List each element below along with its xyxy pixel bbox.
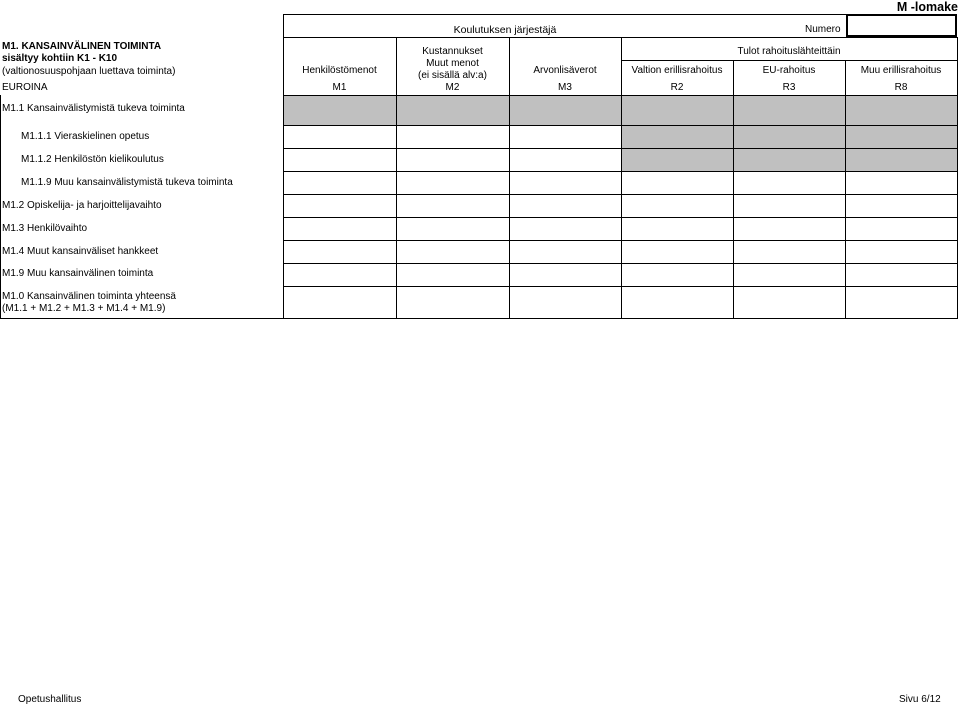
code-m1: M1 — [332, 82, 347, 93]
input-cell[interactable] — [284, 241, 396, 263]
input-cell[interactable] — [510, 218, 621, 240]
section-title: M1. KANSAINVÄLINEN TOIMINTA — [2, 41, 162, 52]
section-note: (valtionosuuspohjaan luettava toiminta) — [2, 66, 176, 77]
input-cell[interactable] — [846, 195, 957, 217]
col-eu: EU-rahoitus — [762, 65, 816, 76]
input-cell[interactable] — [846, 172, 957, 194]
input-cell[interactable] — [284, 218, 396, 240]
col-line — [957, 37, 958, 318]
disabled-cell — [284, 96, 396, 125]
input-cell[interactable] — [397, 241, 509, 263]
input-cell[interactable] — [734, 172, 845, 194]
col-other-1: Muut menot — [426, 58, 479, 69]
row-label: M1.1 Kansainvälistymistä tukeva toiminta — [2, 103, 185, 114]
disabled-cell — [734, 149, 845, 171]
left-border — [0, 95, 1, 318]
input-cell[interactable] — [734, 195, 845, 217]
input-cell[interactable] — [510, 126, 621, 148]
row-label: M1.1.2 Henkilöstön kielikoulutus — [21, 154, 164, 165]
code-m2: M2 — [445, 82, 460, 93]
disabled-cell — [622, 149, 733, 171]
input-cell[interactable] — [510, 195, 621, 217]
organizer-label: Koulutuksen järjestäjä — [453, 24, 557, 36]
input-cell[interactable] — [510, 149, 621, 171]
code-r2: R2 — [670, 82, 684, 93]
input-cell[interactable] — [397, 126, 509, 148]
input-cell[interactable] — [734, 264, 845, 286]
input-cell[interactable] — [622, 172, 733, 194]
input-cell[interactable] — [846, 264, 957, 286]
header-top-border — [283, 14, 846, 15]
row-label: M1.1.1 Vieraskielinen opetus — [21, 131, 150, 142]
disabled-cell — [622, 96, 733, 125]
input-cell[interactable] — [397, 264, 509, 286]
col-state: Valtion erillisrahoitus — [631, 65, 723, 76]
col-misc: Muu erillisrahoitus — [860, 65, 942, 76]
col-staff: Henkilöstömenot — [302, 65, 377, 76]
header-separator — [283, 37, 957, 38]
row-label: M1.2 Opiskelija- ja harjoittelijavaihto — [2, 200, 162, 211]
disabled-cell — [397, 96, 509, 125]
input-cell[interactable] — [622, 241, 733, 263]
input-cell[interactable] — [397, 172, 509, 194]
input-cell[interactable] — [510, 172, 621, 194]
input-cell[interactable] — [734, 218, 845, 240]
input-cell[interactable] — [397, 287, 509, 318]
input-cell[interactable] — [284, 195, 396, 217]
input-cell[interactable] — [734, 241, 845, 263]
code-r3: R3 — [782, 82, 796, 93]
disabled-cell — [510, 96, 621, 125]
input-cell[interactable] — [846, 241, 957, 263]
input-cell[interactable] — [284, 126, 396, 148]
disabled-cell — [622, 126, 733, 148]
col-costs-group: Kustannukset — [422, 46, 483, 57]
row-label: M1.9 Muu kansainvälinen toiminta — [2, 268, 154, 279]
row-label: M1.3 Henkilövaihto — [2, 223, 88, 234]
input-cell[interactable] — [846, 218, 957, 240]
input-cell[interactable] — [622, 218, 733, 240]
input-cell[interactable] — [510, 241, 621, 263]
disabled-cell — [846, 96, 957, 125]
footer-left: Opetushallitus — [18, 694, 82, 705]
input-cell[interactable] — [846, 287, 957, 318]
input-cell[interactable] — [622, 264, 733, 286]
input-cell[interactable] — [734, 287, 845, 318]
number-label: Numero — [805, 24, 841, 35]
input-cell[interactable] — [622, 195, 733, 217]
col-other-2: (ei sisällä alv:a) — [418, 70, 487, 81]
number-input[interactable] — [846, 14, 957, 37]
input-cell[interactable] — [510, 264, 621, 286]
input-cell[interactable] — [397, 149, 509, 171]
input-cell[interactable] — [284, 149, 396, 171]
row-label: M1.1.9 Muu kansainvälistymistä tukeva toiminta — [21, 177, 233, 188]
section-subtitle: sisältyy kohtiin K1 - K10 — [2, 53, 118, 64]
code-m3: M3 — [558, 82, 572, 93]
input-cell[interactable] — [397, 218, 509, 240]
col-income-group: Tulot rahoituslähteittäin — [737, 46, 841, 57]
disabled-cell — [846, 126, 957, 148]
input-cell[interactable] — [622, 287, 733, 318]
input-cell[interactable] — [510, 287, 621, 318]
unit-label: EUROINA — [2, 82, 48, 93]
input-cell[interactable] — [284, 172, 396, 194]
form-title: M -lomake — [896, 0, 958, 14]
col-vat: Arvonlisäverot — [533, 65, 597, 76]
table-bottom-border — [0, 318, 958, 319]
row-label: M1.0 Kansainvälinen toiminta yhteensä — [2, 291, 176, 302]
disabled-cell — [734, 96, 845, 125]
row-label: M1.4 Muut kansainväliset hankkeet — [2, 246, 159, 257]
disabled-cell — [734, 126, 845, 148]
row-label-formula: (M1.1 + M1.2 + M1.3 + M1.4 + M1.9) — [2, 303, 166, 314]
footer-page: Sivu 6/12 — [899, 694, 941, 705]
input-cell[interactable] — [397, 195, 509, 217]
input-cell[interactable] — [284, 287, 396, 318]
income-group-underline — [621, 60, 957, 61]
disabled-cell — [846, 149, 957, 171]
input-cell[interactable] — [284, 264, 396, 286]
code-r8: R8 — [894, 82, 908, 93]
